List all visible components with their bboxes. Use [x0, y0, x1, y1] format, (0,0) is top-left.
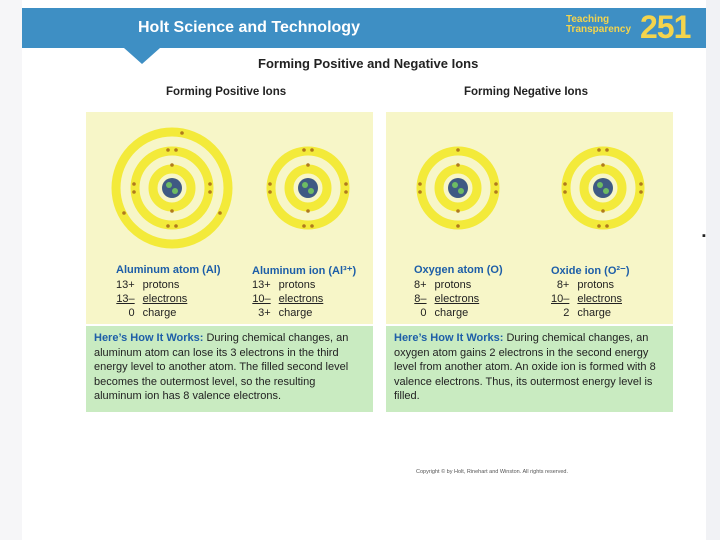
oxygen-atom-title: Oxygen atom (O): [414, 264, 503, 276]
aluminum-ion-diagram: [268, 148, 348, 228]
aluminum-atom-table: [116, 278, 187, 320]
header-bar: [22, 8, 706, 48]
oxygen-atom-table: [414, 278, 479, 320]
aluminum-ion-title: Aluminum ion (Al³⁺): [252, 265, 357, 277]
positive-how-text: During chemical changes, an aluminum atom can lose its 3 electrons in the third energy level to another atom. The filled second level becomes the outermost level, so the resulting aluminum ion has 8 valence electrons.: [94, 332, 349, 402]
negative-how-it-works: [386, 326, 673, 412]
o-atom-protons-label: protons: [434, 279, 472, 291]
al-atom-electrons-num: 13–: [116, 293, 135, 305]
o-atom-charge-label: charge: [434, 307, 469, 319]
copyright-notice: Copyright © by Holt, Rinehart and Winston. All rights reserved.: [416, 469, 569, 475]
header-notch: [124, 48, 160, 64]
positive-ions-title: Forming Positive Ions: [166, 86, 287, 98]
teaching-transparency-label: [566, 15, 631, 35]
al-atom-protons-num: 13+: [116, 279, 135, 291]
oxygen-atom-diagram: [418, 148, 498, 228]
o-ion-charge-label: charge: [577, 307, 611, 319]
positive-how-it-works: [86, 326, 373, 412]
oxide-ion-diagram: [563, 148, 643, 228]
negative-how-lead: Here’s How It Works:: [394, 332, 504, 344]
negative-ions-panel: [386, 112, 673, 324]
o-ion-electrons-num: 10–: [551, 293, 570, 305]
o-ion-electrons-label: electrons: [577, 293, 622, 305]
al-atom-electrons-label: electrons: [142, 293, 188, 305]
al-ion-protons-label: protons: [278, 279, 316, 291]
al-ion-electrons-label: electrons: [278, 293, 324, 305]
o-atom-charge-num: 0: [420, 307, 427, 319]
main-title: Forming Positive and Negative Ions: [258, 56, 479, 71]
transparency-page: [22, 8, 706, 534]
edge-mark: ▪: [702, 230, 706, 242]
aluminum-atom-title: Aluminum atom (Al): [116, 264, 221, 276]
o-ion-charge-num: 2: [563, 307, 570, 319]
al-ion-charge-num: 3+: [258, 307, 271, 319]
al-atom-protons-label: protons: [142, 279, 180, 291]
header-title: Holt Science and Technology: [138, 19, 360, 36]
aluminum-atom-diagram: [116, 131, 228, 244]
aluminum-ion-table: [252, 278, 323, 320]
negative-how-text: During chemical changes, an oxygen atom gains 2 electrons in the second energy level from another atom. An oxide ion is formed with 8 valence electrons. Thus, its outermost energy level is filled.: [394, 332, 656, 402]
al-atom-charge-label: charge: [142, 307, 177, 319]
al-atom-charge-num: 0: [128, 307, 135, 319]
o-ion-protons-num: 8+: [556, 279, 570, 291]
al-ion-charge-label: charge: [278, 307, 313, 319]
tag-line-2: Transparency: [566, 24, 632, 35]
o-atom-protons-num: 8+: [414, 279, 427, 291]
o-atom-electrons-num: 8–: [414, 293, 427, 305]
oxide-ion-table: [551, 278, 622, 320]
positive-ions-panel: [86, 112, 373, 324]
oxide-ion-title: Oxide ion (O²⁻): [551, 265, 630, 277]
o-ion-protons-label: protons: [577, 279, 615, 291]
left-margin: [0, 0, 22, 540]
transparency-number: 251: [640, 9, 691, 45]
al-ion-protons-num: 13+: [252, 279, 271, 291]
negative-ions-title: Forming Negative Ions: [464, 86, 588, 98]
right-margin: [706, 0, 720, 540]
tag-line-1: Teaching: [566, 14, 610, 25]
o-atom-electrons-label: electrons: [434, 293, 480, 305]
al-ion-electrons-num: 10–: [252, 293, 271, 305]
positive-how-lead: Here’s How It Works:: [94, 332, 204, 344]
